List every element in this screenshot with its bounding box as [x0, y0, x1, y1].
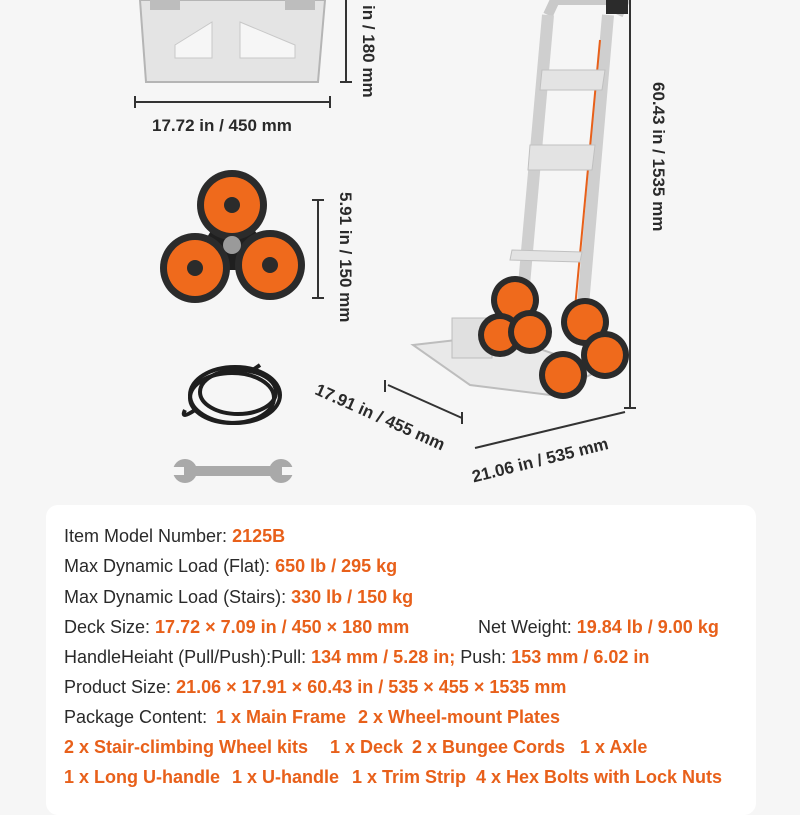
package-item: 1 x Deck [330, 737, 404, 757]
wheel-height-label: 5.91 in / 150 mm [336, 192, 355, 323]
deck-depth-line [388, 385, 462, 418]
spec-load-stairs: Max Dynamic Load (Stairs): 330 lb / 150 kg [64, 587, 414, 607]
bungee-cord-image [184, 365, 280, 423]
spec-model: Item Model Number: 2125B [64, 526, 286, 546]
plate-width-label: 17.72 in / 450 mm [152, 116, 292, 135]
package-item: 1 x U-handle [232, 767, 340, 787]
wheel-mount-plate-image [140, 0, 325, 82]
tri-wheel-image [160, 170, 305, 303]
truck-width-label: 21.06 in / 535 mm [470, 434, 611, 487]
package-item: 1 x Long U-handle [64, 767, 221, 787]
package-item: 2 x Bungee Cords [412, 737, 566, 757]
package-item: 2 x Wheel-mount Plates [358, 707, 561, 727]
package-item: 1 x Main Frame [216, 707, 347, 727]
package-item: 1 x Trim Strip [352, 767, 467, 787]
deck-depth-label: 17.91 in / 455 mm [312, 380, 448, 455]
wrench-image [172, 459, 294, 483]
package-item: 2 x Stair-climbing Wheel kits [64, 737, 309, 757]
package-item: 4 x Hex Bolts with Lock Nuts [476, 767, 723, 787]
plate-height-label: in / 180 mm [359, 5, 378, 98]
spec-deck-size: Deck Size: 17.72 × 7.09 in / 450 × 180 mm [64, 617, 410, 637]
spec-package-content: Package Content: [64, 707, 208, 727]
spec-load-flat: Max Dynamic Load (Flat): 650 lb / 295 kg [64, 556, 398, 576]
spec-net-weight: Net Weight: 19.84 lb / 9.00 kg [478, 617, 719, 637]
truck-height-label: 60.43 in / 1535 mm [649, 82, 668, 232]
spec-product-size: Product Size: 21.06 × 17.91 × 60.43 in / 535 × 455 × 1535 mm [64, 677, 567, 697]
spec-handle-height: HandleHeiaht (Pull/Push):Pull: 134 mm / 5.28 in; Push: 153 mm / 6.02 in [64, 647, 650, 667]
package-item: 1 x Axle [580, 737, 648, 757]
hand-truck-image [413, 0, 629, 399]
